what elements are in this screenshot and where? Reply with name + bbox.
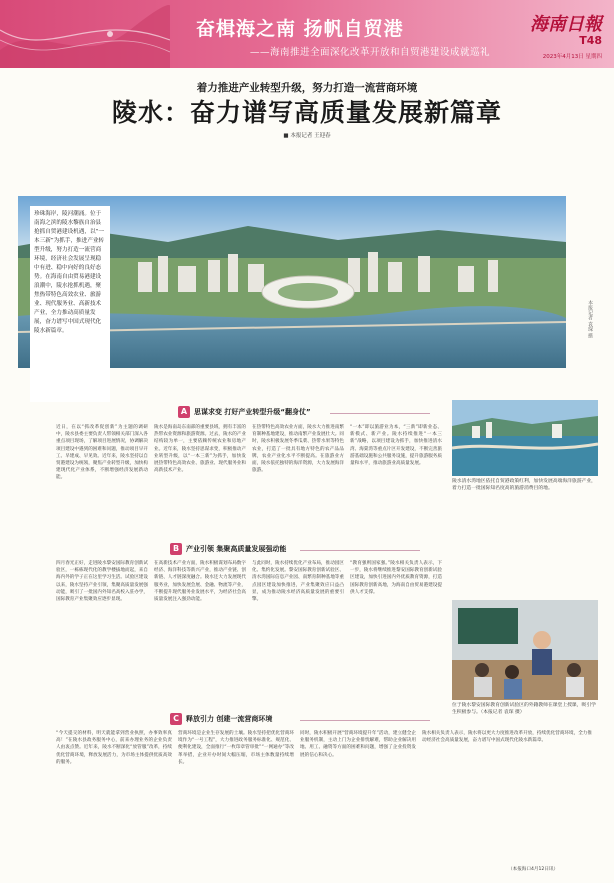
side-photo-coast [452, 400, 598, 476]
section-badge: C [170, 713, 182, 725]
text-column: 陵水相关负责人表示，陵水将以更大力度推进改革开放，持续优化营商环境，全力推动经济社会高质量发展，奋力谱写中国式现代化陵水新篇章。 [422, 731, 592, 744]
text-column: 在热带特色高效农业方面，陵水大力推进南繁育制种基地建设，推动南繁产业发展壮大。同时，陵水积极发展冬季瓜菜、热带水果等特色农业，打造了一批具有地方特色的农产品品牌，农业产业化水平不断提高。在旅游业方面，陵水依托独特的海洋资源，大力发展海洋旅游。 [252, 425, 344, 474]
text-column: 营商环境是企业生存发展的土壤。陵水坚持把优化营商环境作为“一号工程”，大力推进政务服务标准化、规范化、便利化建设，全面推行“一枚印章管审批”“一网通办”等改革举措，企业开办时间大幅压缩，市场主体数量持续增长。 [178, 731, 294, 765]
text-column: 陵水是海南岛东南部的重要县域，拥有丰富的热带农业资源和旅游资源。过去，陵水的产业结构较为单一，主要依赖传统农业和房地产业。近年来，陵水坚持思谋求变，积极推动产业转型升级，以“一本三新”为抓手，加快发展热带特色高效农业、旅游业、现代服务业和高新技术产业。 [154, 425, 246, 474]
side-photo-classroom [452, 600, 598, 700]
section-header-c [0, 712, 614, 726]
section-header-b [0, 542, 614, 556]
dateline-note: （本报海口4月12日讯） [508, 867, 559, 872]
lead-paragraph: 珍珠海岸，陵河潮涌。位于南海之滨的陵水黎族自治县抢抓自贸港建设机遇，以“一本三新”为抓手，推进产业转型升级，努力打造一流营商环境，经济社会发展呈现稳中有进、稳中向好的良好态势。在海南自由贸易港建设浪潮中，陵水抢抓机遇，聚焦热带特色高效农业、旅游业、现代服务业、高新技术产业，全力推动高质量发展，奋力谱写中国式现代化陵水新篇章。 [30, 206, 110, 402]
section-title: 产业引领 集聚高质量发展强动能 [186, 545, 287, 553]
side-photo-caption: 陵水清水湾地区依托自贸港政策红利，加快发展高端海洋旅游产业，着力打造一批国际知名度高的旅游消费目的地。 [452, 479, 596, 491]
page-number: T48 [579, 34, 602, 47]
section-title: 释放引力 创建一流营商环境 [186, 715, 273, 723]
article-kicker: 着力推进产业转型升级，努力打造一流营商环境 [196, 82, 418, 94]
text-column: “教育强则国家强。”陵水相关负责人表示，下一步，陵水将继续推进黎安国际教育创新试验区建设，加快引进国内外优质教育资源，打造国际教育创新高地，为海南自由贸易港建设提供人才支撑。 [350, 561, 442, 595]
text-column: “一本”即以旅游业为本，“三新”即新业态、新模式、新产业。陵水持续推进“一本三新”战略，以项目建设为抓手，加快推进清水湾、海棠湾等重点片区开发建设，不断完善旅游基础设施和公共服务设施，提升旅游服务质量和水平，推动旅游业高质量发展。 [350, 425, 442, 467]
section-rule [330, 413, 430, 414]
photo-credit: 本报记者 袁琛 摄 [587, 300, 593, 339]
section-rule [300, 550, 420, 551]
newspaper-logo: 海南日報 [530, 14, 602, 35]
text-column: 同时，陵水积极开展“营商环境提升年”活动，建立健全企业服务机制，主动上门为企业排忧解难，帮助企业解决用地、用工、融资等方面的困难和问题，增强了企业投资发展的信心和决心。 [300, 731, 416, 758]
decorative-swirl-graphic [0, 0, 170, 68]
campaign-subslogan: ——海南推进全面深化改革开放和自贸港建设成就巡礼 [250, 47, 491, 58]
text-column: 与此同时，陵水持续优化产业布局，推动园区化、集约化发展。黎安国际教育创新试验区、清水湾国际信息产业园、南繁育制种基地等重点园区建设加快推进，产业集聚效应日益凸显，成为推动陵水经济高质量发展的重要引擎。 [252, 561, 344, 603]
text-column: 在高新技术产业方面，陵水积极谋划布局数字经济、海洋科技等新兴产业，推动产业链、创新链、人才链深度融合。陵水还大力发展现代服务业，加快发展会展、金融、物流等产业，不断提升现代服务业发展水平，为经济社会高质量发展注入强劲动能。 [154, 561, 246, 603]
article-headline: 陵水：奋力谱写高质量发展新篇章 [111, 98, 502, 127]
section-badge: B [170, 543, 182, 555]
issue-date: 2023年4月13日 星期四 [542, 54, 602, 60]
section-title: 思谋求变 打好产业转型升级“翻身仗” [194, 408, 311, 416]
article-byline: ■ 本报记者 王迎春 [283, 133, 331, 139]
text-column: 四月春光正好，走进陵水黎安国际教育创新试验区，一栋栋现代化的教学楼拔地而起，来自海内外的学子正在这里学习生活。试验区建设以来，陵水坚持产业引领，集聚高质量发展强动能，吸引了一批国内外知名高校入驻办学，国际教育产业集聚效应逐步显现。 [56, 561, 148, 603]
text-column: 近日，在以“抓改革促创新”为主题的调研中，陵水县委主要负责人带领相关部门深入各重点项目现场，了解项目进展情况，协调解决项目建设中遇到的困难和问题，推动项目早开工、早建成、早见效。近年来，陵水坚持以自贸港建设为统领，聚焦产业转型升级，加快构建现代化产业体系，不断增强经济发展新动能。 [56, 425, 148, 481]
section-rule [300, 720, 430, 721]
side-photo-caption: 位于陵水黎安国际教育创新试验区的外籍教师在课堂上授课，吸引学生积极参与。（本报记者 袁琛 摄） [452, 703, 596, 715]
text-column: “今天提交的材料，明天就能拿到营业执照，办事效率真高！”在陵水县政务服务中心，前来办理业务的企业负责人由衷点赞。近年来，陵水不断深化“放管服”改革，持续优化营商环境，释放发展活力，为市场主体提供优质高效的服务。 [56, 731, 172, 765]
masthead-banner [0, 0, 614, 68]
section-badge: A [178, 406, 190, 418]
campaign-slogan: 奋楫海之南 扬帆自贸港 [196, 18, 404, 40]
